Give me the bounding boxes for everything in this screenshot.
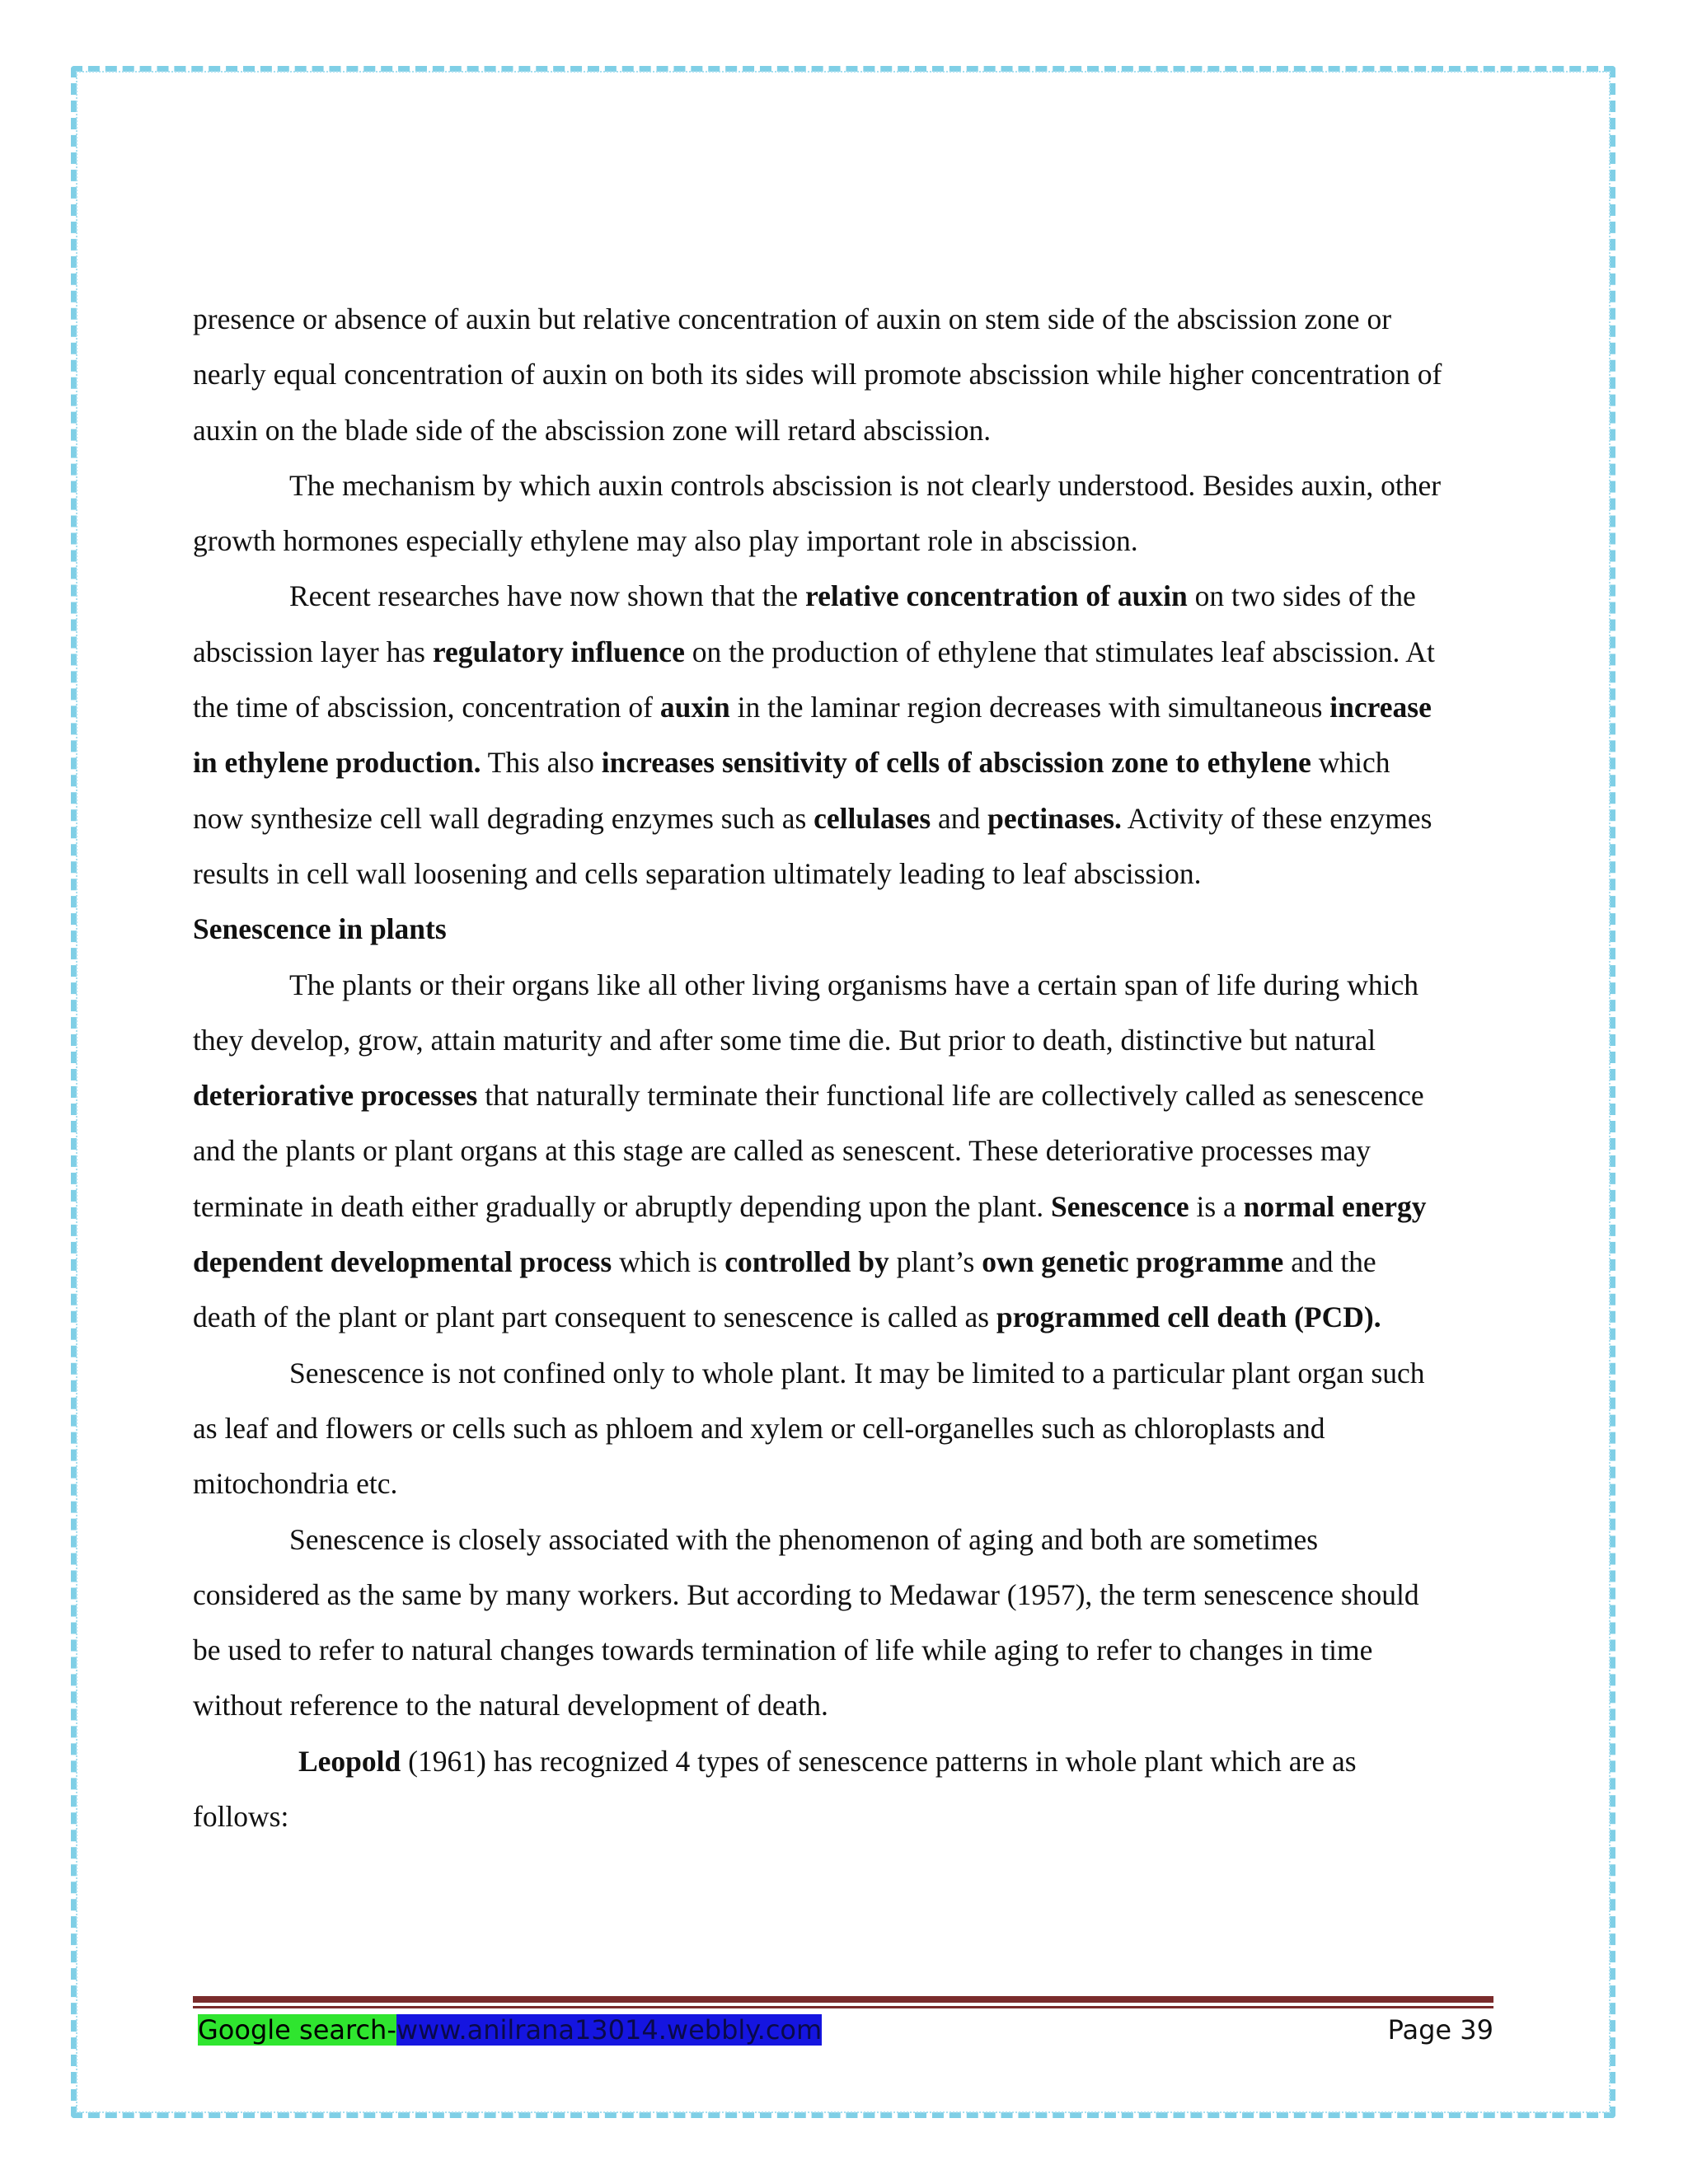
text-run: which is xyxy=(612,1245,725,1279)
text-run: that naturally terminate their functional life are collectively called as senescence and the plants or plant organs at this stage are called as senescent. These deteriorative processes may terminate in death either gradually or abruptly depending upon the plant. xyxy=(193,1079,1424,1223)
bold-run: regulatory influence xyxy=(432,635,685,668)
paragraph-leopold xyxy=(193,1734,1446,1845)
bold-run: controlled by xyxy=(724,1245,889,1279)
footer-dash: - xyxy=(387,2014,396,2046)
bold-run: own genetic programme xyxy=(982,1245,1284,1279)
bold-run: programmed cell death (PCD). xyxy=(996,1301,1381,1334)
text-run: and xyxy=(931,801,988,835)
text-run: This also xyxy=(481,746,602,780)
footer-site-link[interactable]: www.anilrana13014.webbly.com xyxy=(396,2014,823,2046)
bold-run: relative concentration of auxin xyxy=(804,579,1188,613)
bold-run: pectinases. xyxy=(987,801,1122,835)
text-run: Recent researches have now shown that the xyxy=(289,579,805,613)
bold-run: auxin xyxy=(659,691,730,724)
footer-rule-thin xyxy=(193,2006,1493,2008)
bold-run: increase in ethylene production. xyxy=(193,691,1432,780)
paragraph-senescence-definition xyxy=(193,958,1446,1346)
bold-run: deteriorative processes xyxy=(193,1079,478,1113)
text-run: Activity of these enzymes results in cell wall loosening and cells separation ultimately leading to leaf abscission. xyxy=(193,801,1432,890)
paragraph-recent-research xyxy=(193,569,1446,902)
text-run: The plants or their organs like all other living organisms have a certain span of life during which they develop, grow, attain maturity and after some time die. But prior to death, distinctive but natural xyxy=(193,968,1419,1057)
text-run: and the death of the plant or plant part consequent to senescence is called as xyxy=(193,1245,1376,1334)
paragraph-mechanism: The mechanism by which auxin controls abscission is not clearly understood. Besides auxin, other growth hormones especially ethylene may also play important role in abscission. xyxy=(193,468,1442,558)
page-content xyxy=(193,292,1446,1844)
bold-run: normal energy dependent developmental process xyxy=(193,1189,1427,1279)
footer-rule xyxy=(193,1996,1493,2003)
text-run: on two sides of the abscission layer has xyxy=(193,579,1416,668)
paragraph-senescence-scope: Senescence is not confined only to whole plant. It may be limited to a particular plant organ such as leaf and flowers or cells such as phloem and xylem or cell-organelles such as chloroplasts and mitochondria etc. xyxy=(193,1356,1425,1501)
bold-run: cellulases xyxy=(814,801,931,835)
bold-run: Leopold xyxy=(298,1744,401,1778)
bold-run: increases sensitivity of cells of abscission zone to ethylene xyxy=(601,746,1311,780)
page-footer xyxy=(198,2011,1493,2050)
paragraph-continuation: presence or absence of auxin but relative concentration of auxin on stem side of the abscission zone or nearly equal concentration of auxin on both its sides will promote abscission while higher concentration of auxin on the blade side of the abscission zone will retard abscission. xyxy=(193,302,1442,447)
text-run: is a xyxy=(1189,1189,1244,1223)
text-run: on the production of ethylene that stimulates leaf abscission. At the time of abscission, concentration of xyxy=(193,635,1435,724)
text-run: in the laminar region decreases with simultaneous xyxy=(729,691,1330,724)
footer-google-label: Google search xyxy=(198,2014,387,2046)
page-number: Page 39 xyxy=(1387,2014,1493,2046)
bold-run: Senescence xyxy=(1051,1189,1189,1223)
paragraph-senescence-aging: Senescence is closely associated with the phenomenon of aging and both are sometimes considered as the same by many workers. But according to Medawar (1957), the term senescence should be used to refer to natural changes towards termination of life while aging to refer to changes in time without reference to the natural development of death. xyxy=(193,1522,1419,1722)
text-run: (1961) has recognized 4 types of senescence patterns in whole plant which are as follows: xyxy=(193,1744,1357,1834)
section-heading: Senescence in plants xyxy=(193,912,447,946)
text-run: plant’s xyxy=(889,1245,982,1279)
text-run: which now synthesize cell wall degrading enzymes such as xyxy=(193,746,1390,835)
